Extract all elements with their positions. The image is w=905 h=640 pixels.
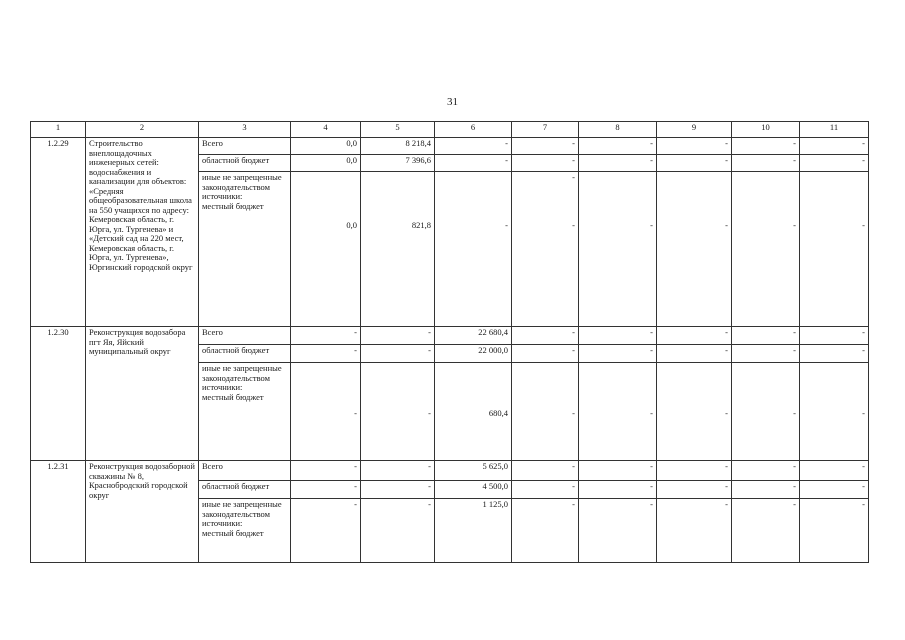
table-cell: - (291, 345, 361, 363)
table-cell: - (291, 461, 361, 481)
table-cell: - (579, 499, 657, 563)
column-header: 2 (86, 122, 199, 138)
budget-table (30, 121, 869, 563)
table-row (31, 461, 869, 481)
table-cell: - (800, 172, 869, 327)
table-cell: - (291, 481, 361, 499)
table-cell: 22 680,4 (435, 327, 512, 345)
table-cell: - (732, 172, 800, 327)
table-cell: 1 125,0 (435, 499, 512, 563)
source-label-other (199, 363, 291, 461)
table-cell: - (657, 481, 732, 499)
table-cell: - (579, 172, 657, 327)
table-cell: - (657, 345, 732, 363)
source-label-other (199, 172, 291, 327)
column-header: 10 (732, 122, 800, 138)
source-sublabel: местный бюджет (202, 391, 264, 402)
table-cell: - (732, 138, 800, 155)
source-label: областной бюджет (199, 155, 291, 172)
table-cell: - (579, 461, 657, 481)
table-cell-split (512, 172, 579, 327)
column-header: 8 (579, 122, 657, 138)
source-label: Всего (199, 138, 291, 155)
table-cell: - (657, 138, 732, 155)
item-code: 1.2.29 (31, 138, 86, 327)
table-cell: 0,0 (291, 172, 361, 327)
table-cell: - (657, 327, 732, 345)
column-header: 5 (361, 122, 435, 138)
table-cell: - (361, 327, 435, 345)
source-label: областной бюджет (199, 481, 291, 499)
source-label: иные не запрещенные законодательством источники: (202, 363, 282, 393)
column-header: 1 (31, 122, 86, 138)
table-cell: - (732, 345, 800, 363)
column-header-row (31, 122, 869, 138)
source-label-other (199, 499, 291, 563)
table-cell: 5 625,0 (435, 461, 512, 481)
table-cell: - (291, 499, 361, 563)
table-cell: 0,0 (291, 138, 361, 155)
table-cell: - (579, 363, 657, 461)
source-label: областной бюджет (199, 345, 291, 363)
table-cell: - (732, 499, 800, 563)
table-cell: - (800, 481, 869, 499)
column-header: 9 (657, 122, 732, 138)
table-cell: - (579, 327, 657, 345)
column-header: 6 (435, 122, 512, 138)
table-cell: - (579, 138, 657, 155)
table-cell: - (579, 481, 657, 499)
table-cell: - (435, 172, 512, 327)
table-cell: - (361, 363, 435, 461)
table-cell: - (657, 461, 732, 481)
table-cell: - (657, 155, 732, 172)
table-cell: - (512, 155, 579, 172)
table-cell: - (512, 327, 579, 345)
source-sublabel: местный бюджет (202, 527, 264, 538)
source-label: иные не запрещенные законодательством источники: (202, 172, 282, 202)
table-cell: - (732, 461, 800, 481)
table-cell: - (579, 155, 657, 172)
column-header: 4 (291, 122, 361, 138)
table-cell: 0,0 (291, 155, 361, 172)
source-label: Всего (199, 461, 291, 481)
table-cell: - (435, 138, 512, 155)
table-cell: - (512, 481, 579, 499)
table-cell: 7 396,6 (361, 155, 435, 172)
source-label: Всего (199, 327, 291, 345)
table-cell: - (732, 363, 800, 461)
table-cell: - (291, 327, 361, 345)
item-name: Реконструкция водозабора пгт Яя, Яйский муниципальный округ (86, 327, 199, 461)
table-cell: - (800, 155, 869, 172)
table-row (31, 327, 869, 345)
table-cell: 680,4 (435, 363, 512, 461)
table-cell: - (800, 461, 869, 481)
table-cell: - (800, 345, 869, 363)
table-cell: - (435, 155, 512, 172)
table-cell: - (800, 327, 869, 345)
table-cell: 4 500,0 (435, 481, 512, 499)
source-label: иные не запрещенные законодательством источники: (202, 499, 282, 529)
table-cell: - (657, 499, 732, 563)
table-cell: - (512, 138, 579, 155)
column-header: 3 (199, 122, 291, 138)
table-cell: - (732, 327, 800, 345)
item-code: 1.2.31 (31, 461, 86, 563)
table-cell: - (512, 499, 579, 563)
table-cell: - (572, 219, 575, 230)
table-cell: 22 000,0 (435, 345, 512, 363)
table-cell: - (732, 155, 800, 172)
table-cell: - (657, 172, 732, 327)
column-header: 7 (512, 122, 579, 138)
table-cell: - (579, 345, 657, 363)
table-row (31, 138, 869, 155)
table-cell: - (361, 499, 435, 563)
table-cell: 821,8 (361, 172, 435, 327)
table-cell: - (732, 481, 800, 499)
table-cell: 8 218,4 (361, 138, 435, 155)
table-cell: - (512, 461, 579, 481)
table-cell: - (291, 363, 361, 461)
table-cell: - (512, 363, 579, 461)
table-cell: - (361, 345, 435, 363)
table-cell: - (512, 345, 579, 363)
table-cell: - (800, 363, 869, 461)
table-cell: - (361, 481, 435, 499)
table-cell: - (657, 363, 732, 461)
item-name: Строительство внеплощадочных инженерных сетей: водоснабжения и канализации для объектов: «Средняя общеобразовательная школа на 550 учащихся по адресу: Кемеровская область, г. Юрга, ул. Тургенева» и «Детский сад на 220 мест, Кемеровская область, г. Юрга, ул. Тургенева», Юргинский городской округ (86, 138, 199, 327)
page-number: 31 (447, 96, 458, 108)
item-code: 1.2.30 (31, 327, 86, 461)
source-sublabel: местный бюджет (202, 200, 264, 211)
table-cell: - (800, 138, 869, 155)
table-cell: - (800, 499, 869, 563)
item-name: Реконструкция водозаборной скважины № 8, Краснобродский городской округ (86, 461, 199, 563)
table-cell: - (361, 461, 435, 481)
table-cell: - (572, 172, 575, 182)
column-header: 11 (800, 122, 869, 138)
